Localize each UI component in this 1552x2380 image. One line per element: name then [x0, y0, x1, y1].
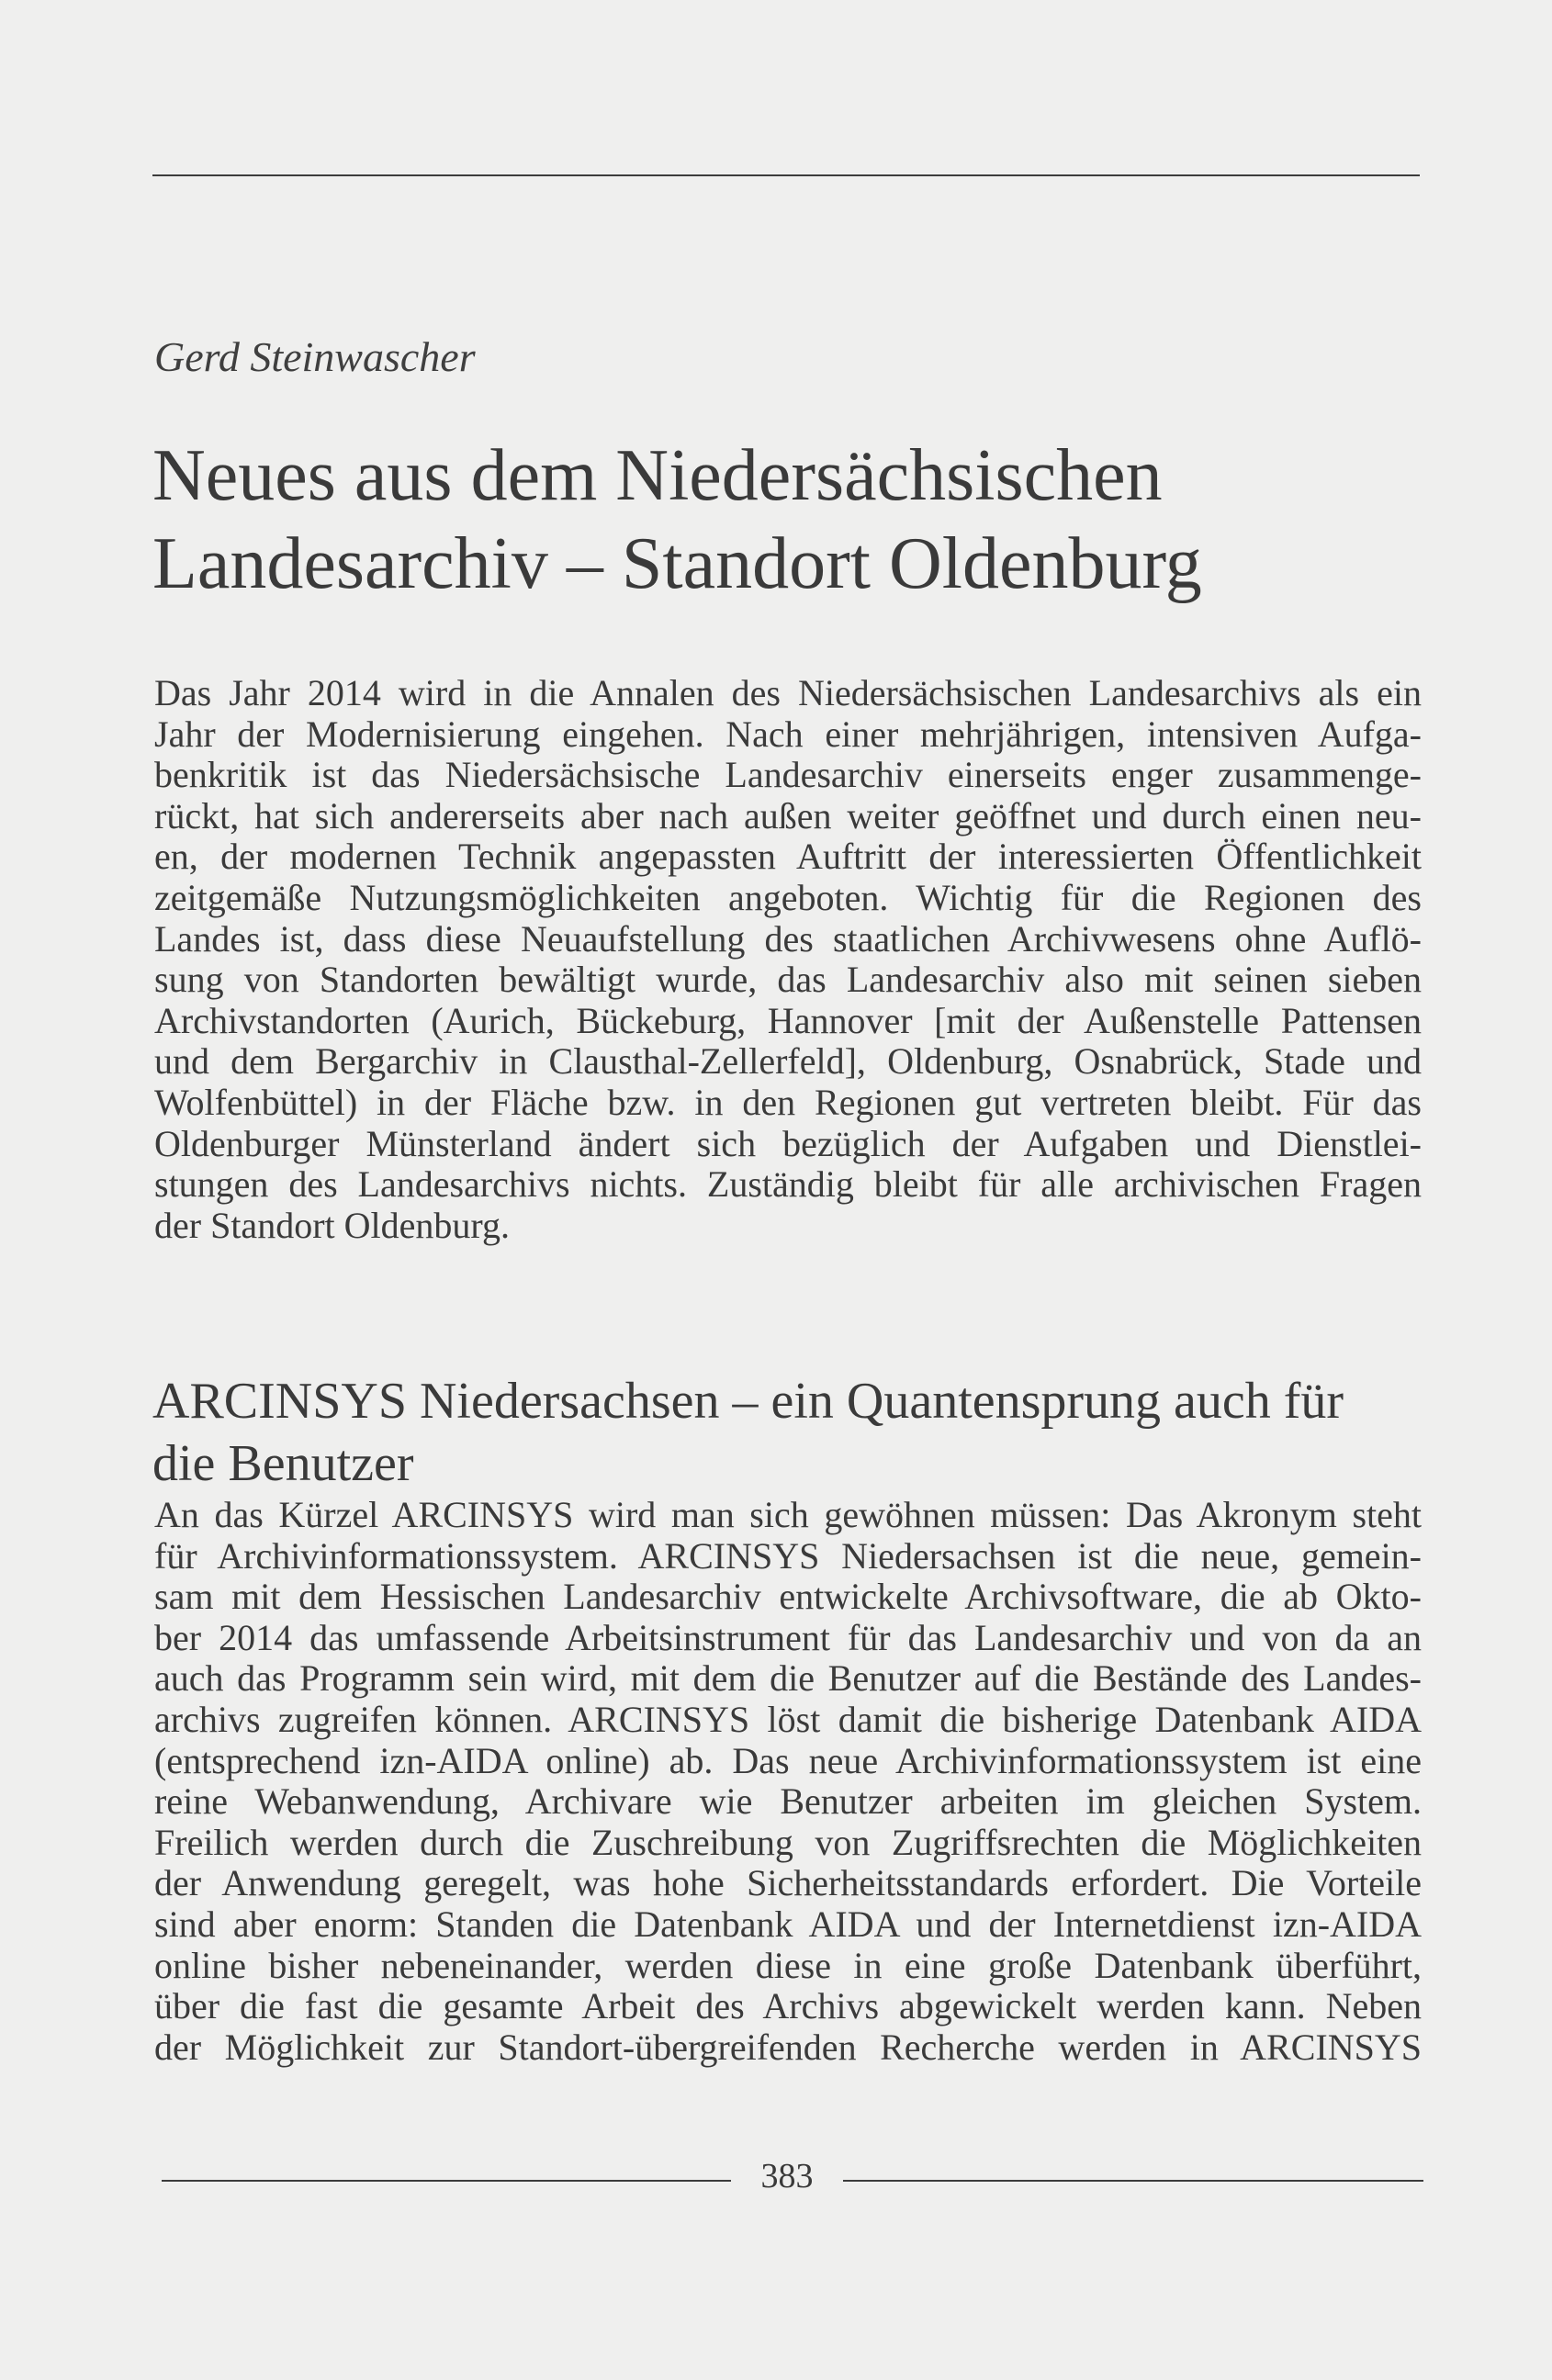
text-line: (entsprechend izn-AIDA online) ab. Das neue Archivinformationssystem ist eine [154, 1739, 1422, 1781]
text-line: en, der modernen Technik angepassten Auftritt der interessierten Öffentlichkeit [154, 836, 1422, 878]
text-line: der Anwendung geregelt, was hohe Sicherheitsstandards erfordert. Die Vorteile [154, 1862, 1422, 1904]
header-rule [152, 174, 1420, 176]
section-heading [152, 1370, 1429, 1495]
text-line: Oldenburger Münsterland ändert sich bezüglich der Aufgaben und Dienstlei- [154, 1122, 1422, 1164]
text-line: reine Webanwendung, Archivare wie Benutzer arbeiten im gleichen System. [154, 1780, 1422, 1823]
author-name: Gerd Steinwascher [154, 333, 476, 380]
text-line: Landes ist, dass diese Neuaufstellung des staatlichen Archivwesens ohne Auflö- [154, 917, 1422, 960]
text-line: Wolfenbüttel) in der Fläche bzw. in den Regionen gut vertreten bleibt. Für das [154, 1081, 1422, 1123]
text-line: rückt, hat sich andererseits aber nach außen weiter geöffnet und durch einen neu- [154, 794, 1422, 836]
article-title [152, 432, 1438, 608]
text-line: An das Kürzel ARCINSYS wird man sich gewöhnen müssen: Das Akronym steht [154, 1494, 1422, 1535]
text-line: über die fast die gesamte Arbeit des Archivs abgewickelt werden kann. Neben [154, 1985, 1422, 2027]
text-line: für Archivinformationssystem. ARCINSYS Niedersachsen ist die neue, gemein- [154, 1534, 1422, 1577]
footer-rule-left [162, 2180, 731, 2182]
text-line: der Standort Oldenburg. [154, 1204, 510, 1246]
text-line: auch das Programm sein wird, mit dem die Benutzer auf die Bestände des Landes- [154, 1657, 1422, 1700]
text-line: ber 2014 das umfassende Arbeitsinstrument für das Landesarchiv und von da an [154, 1616, 1422, 1658]
text-line: sam mit dem Hessischen Landesarchiv entwickelte Archivsoftware, die ab Okto- [154, 1576, 1422, 1618]
text-line: sung von Standorten bewältigt wurde, das Landesarchiv also mit seinen sieben [154, 959, 1422, 1001]
text-line: zeitgemäße Nutzungsmöglichkeiten angeboten. Wichtig für die Regionen des [154, 876, 1422, 918]
intro-paragraph [154, 673, 1422, 1246]
text-line: benkritik ist das Niedersächsische Landesarchiv einerseits enger zusammenge- [154, 754, 1422, 796]
text-line: Freilich werden durch die Zuschreibung von Zugriffsrechten die Möglichkeiten [154, 1821, 1422, 1863]
text-line: online bisher nebeneinander, werden diese in eine große Datenbank überführt, [154, 1944, 1422, 1986]
text-line: Archivstandorten (Aurich, Bückeburg, Hannover [mit der Außenstelle Pattensen [154, 999, 1422, 1041]
text-line: der Möglichkeit zur Standort-übergreifenden Recherche werden in ARCINSYS [154, 2026, 1422, 2068]
section-paragraph [154, 1495, 1422, 2068]
footer-rule-right [843, 2180, 1423, 2182]
page-number: 383 [760, 2157, 814, 2195]
text-line: und dem Bergarchiv in Clausthal-Zellerfeld], Oldenburg, Osnabrück, Stade und [154, 1040, 1422, 1083]
text-line: Jahr der Modernisierung eingehen. Nach einer mehrjährigen, intensiven Aufga- [154, 713, 1422, 755]
text-line: archivs zugreifen können. ARCINSYS löst damit die bisherige Datenbank AIDA [154, 1698, 1422, 1740]
text-line: sind aber enorm: Standen die Datenbank AIDA und der Internetdienst izn-AIDA [154, 1903, 1422, 1945]
text-line: Das Jahr 2014 wird in die Annalen des Niedersächsischen Landesarchivs als ein [154, 672, 1422, 713]
section-heading-line: die Benutzer [152, 1435, 414, 1492]
section-heading-line: ARCINSYS Niedersachsen – ein Quantensprung auch für [152, 1373, 1344, 1430]
text-line: stungen des Landesarchivs nichts. Zuständig bleibt für alle archivischen Fragen [154, 1163, 1422, 1206]
article-title-line: Landesarchiv – Standort Oldenburg [152, 523, 1202, 604]
article-title-line: Neues aus dem Niedersächsischen [152, 435, 1163, 516]
